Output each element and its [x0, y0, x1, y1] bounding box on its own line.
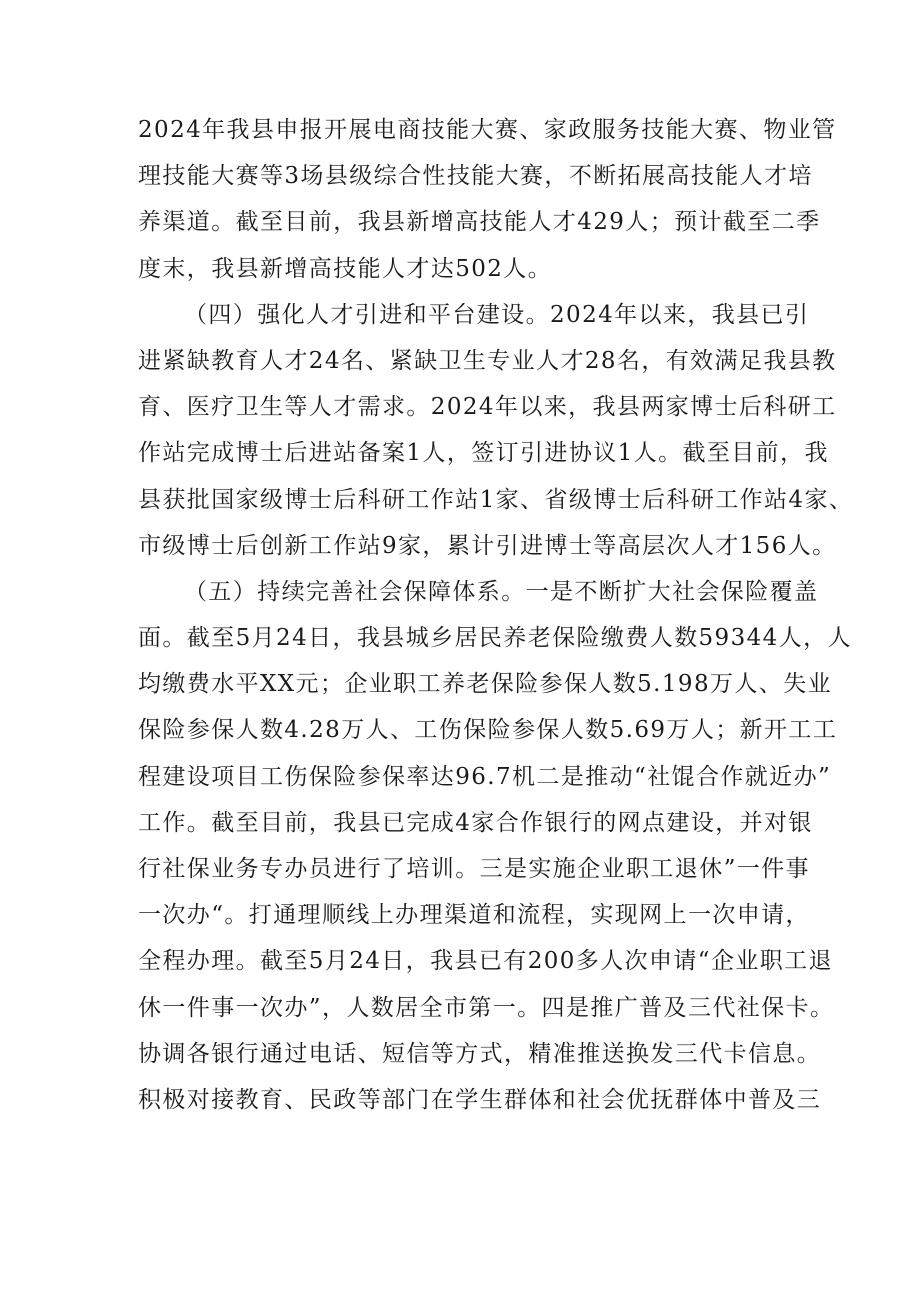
text-line: 2024年我县申报开展电商技能大赛、家政服务技能大赛、物业管 [138, 117, 837, 143]
text-line: 保险参保人数4.28万人、工伤保险参保人数5.69万人；新开工工 [138, 717, 838, 744]
text-line: 均缴费水平XX元；企业职工养老保险参保人数5.198万人、失业 [138, 671, 832, 698]
text-line: 休一件事一次办”，人数居全市第一。四是推广普及三代社保卡。 [138, 994, 835, 1021]
text-line: 理技能大赛等3场县级综合性技能大赛，不断拓展高技能人才培 [138, 163, 813, 190]
text-line: 一次办“。打通理顺线上办理渠道和流程，实现网上一次申请， [138, 902, 810, 929]
text-line: 养渠道。截至目前，我县新增高技能人才429人；预计截至二季 [138, 209, 821, 236]
text-line: 度末，我县新增高技能人才达502人。 [138, 255, 553, 282]
text-line: 行社保业务专办员进行了培训。三是实施企业职工退休”一件事 [138, 856, 810, 882]
text-line: 作站完成博士后进站备案1人，签订引进协议1人。截至目前，我 [138, 440, 829, 467]
text-line: 全程办理。截至5月24日，我县已有200多人次申请“企业职工退 [138, 948, 833, 975]
section-heading-line: （四）强化人才引进和平台建设。2024年以来，我县已引 [184, 301, 810, 328]
text-line: 协调各银行通过电话、短信等方式，精准推送换发三代卡信息。 [138, 1040, 822, 1067]
text-line: 进紧缺教育人才24名、紧缺卫生专业人才28名，有效满足我县教 [138, 347, 837, 374]
text-line: 积极对接教育、民政等部门在学生群体和社会优抚群体中普及三 [138, 1086, 822, 1113]
section-heading-line: （五）持续完善社会保障体系。一是不断扩大社会保险覆盖 [184, 578, 819, 605]
body-text [138, 107, 854, 1123]
text-line: 市级博士后创新工作站9家，累计引进博士等高层次人才156人。 [138, 532, 837, 559]
text-line: 面。截至5月24日，我县城乡居民养老保险缴费人数59344人，人 [138, 625, 852, 652]
text-line: 程建设项目工伤保险参保率达96.7机二是推动“社馄合作就近办” [138, 763, 832, 790]
text-line: 工作。截至目前，我县已完成4家合作银行的网点建设，并对银 [138, 809, 813, 836]
text-line: 县获批国家级博士后科研工作站1家、省级博士后科研工作站4家、 [138, 486, 854, 513]
text-line: 育、医疗卫生等人才需求。2024年以来，我县两家博士后科研工 [138, 394, 837, 421]
